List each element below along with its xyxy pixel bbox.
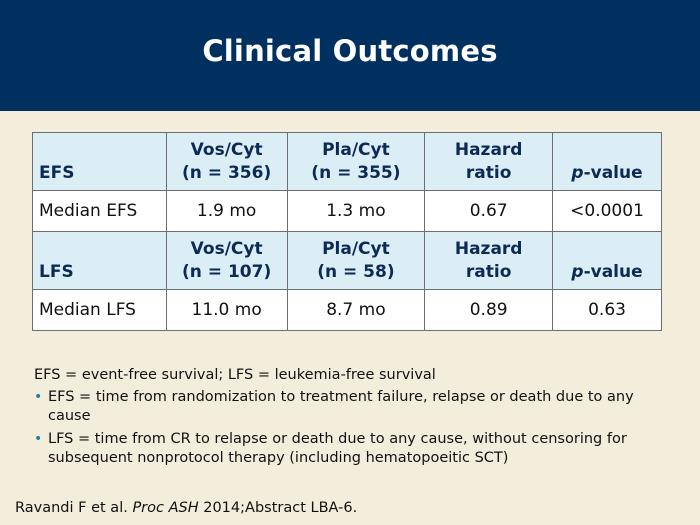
bullet-icon: • <box>34 431 43 447</box>
efs-header-label: EFS <box>33 133 167 191</box>
lfs-pvalue-value: 0.63 <box>553 290 662 331</box>
efs-row-label: Median EFS <box>33 191 167 232</box>
note-lfs-text: LFS = time from CR to relapse or death due to any cause, without censoring for subsequent nonprotocol therapy (including hematopoeitic SCT) <box>48 431 627 466</box>
lfs-header-row <box>33 232 662 290</box>
efs-vos-value: 1.9 mo <box>166 191 287 232</box>
efs-vos-n: (n = 356) <box>182 163 272 183</box>
lfs-hazard-label-2: ratio <box>465 262 512 282</box>
abbreviation-definitions: EFS = event-free survival; LFS = leukemia-free survival <box>34 367 436 383</box>
efs-hazard-label: Hazard <box>454 140 523 160</box>
bullet-icon: • <box>34 389 43 405</box>
lfs-row-label: Median LFS <box>33 290 167 331</box>
efs-hazard-value: 0.67 <box>425 191 553 232</box>
citation-journal: Proc ASH <box>132 500 199 516</box>
efs-pvalue-value: <0.0001 <box>553 191 662 232</box>
efs-pla-label: Pla/Cyt <box>322 140 390 160</box>
efs-header-vos <box>166 133 287 191</box>
lfs-vos-n: (n = 107) <box>182 262 272 282</box>
lfs-header-pvalue <box>553 232 662 290</box>
lfs-pla-value: 8.7 mo <box>287 290 425 331</box>
efs-pla-value: 1.3 mo <box>287 191 425 232</box>
citation-authors: Ravandi F et al. <box>15 500 128 516</box>
efs-p-italic: p <box>571 163 584 183</box>
lfs-vos-label: Vos/Cyt <box>190 239 263 259</box>
lfs-header-vos <box>166 232 287 290</box>
citation-details: 2014;Abstract LBA-6. <box>203 500 358 516</box>
efs-p-rest: -value <box>583 163 643 183</box>
efs-vos-label: Vos/Cyt <box>190 140 263 160</box>
lfs-vos-value: 11.0 mo <box>166 290 287 331</box>
citation <box>15 500 357 516</box>
efs-pla-n: (n = 355) <box>311 163 401 183</box>
lfs-pla-n: (n = 58) <box>317 262 395 282</box>
lfs-pla-label: Pla/Cyt <box>322 239 390 259</box>
lfs-p-italic: p <box>571 262 584 282</box>
outcomes-table <box>32 132 662 331</box>
lfs-header-hazard <box>425 232 553 290</box>
lfs-data-row <box>33 290 662 331</box>
efs-header-pla <box>287 133 425 191</box>
efs-data-row <box>33 191 662 232</box>
note-lfs <box>34 430 674 468</box>
efs-hazard-label-2: ratio <box>465 163 512 183</box>
lfs-hazard-label: Hazard <box>454 239 523 259</box>
efs-header-pvalue <box>553 133 662 191</box>
notes-section <box>34 366 674 472</box>
lfs-p-rest: -value <box>583 262 643 282</box>
note-efs <box>34 388 674 426</box>
lfs-hazard-value: 0.89 <box>425 290 553 331</box>
note-efs-text: EFS = time from randomization to treatment failure, relapse or death due to any cause <box>48 389 634 424</box>
notes-list <box>34 388 674 468</box>
efs-header-row <box>33 133 662 191</box>
lfs-header-label: LFS <box>33 232 167 290</box>
efs-header-hazard <box>425 133 553 191</box>
slide-title: Clinical Outcomes <box>202 34 498 68</box>
lfs-header-pla <box>287 232 425 290</box>
